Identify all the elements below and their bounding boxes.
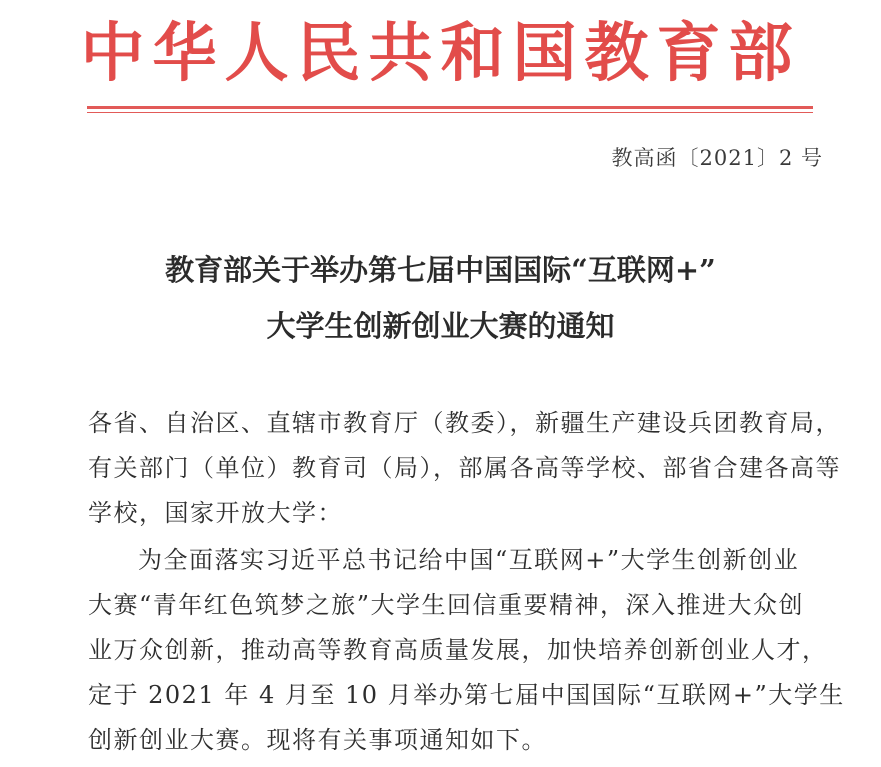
body-line: 定于 2021 年 4 月至 10 月举办第七届中国国际“互联网+”大学生 — [88, 681, 845, 709]
body-line: 大赛“青年红色筑梦之旅”大学生回信重要精神，深入推进大众创 — [88, 591, 805, 619]
document-title-line-1: 教育部关于举办第七届中国国际“互联网+” — [165, 253, 716, 287]
body-line: 业万众创新，推动高等教育高质量发展，加快培养创新创业人才， — [88, 636, 828, 664]
body-line: 为全面落实习近平总书记给中国“互联网+”大学生创新创业 — [138, 546, 800, 574]
document-title-line-2: 大学生创新创业大赛的通知 — [266, 309, 615, 343]
body-line: 创新创业大赛。现将有关事项通知如下。 — [88, 726, 547, 754]
addressee-line: 各省、自治区、直辖市教育厅（教委），新疆生产建设兵团教育局， — [88, 409, 841, 437]
addressee-line: 学校，国家开放大学： — [88, 499, 343, 527]
addressee-line: 有关部门（单位）教育司（局），部属各高等学校、部省合建各高等 — [88, 454, 841, 482]
document-number: 教高函〔2021〕2 号 — [611, 146, 823, 170]
addressee-paragraph — [88, 401, 841, 536]
body-paragraph — [88, 538, 845, 763]
ministry-masthead: 中华人民共和国教育部 — [80, 16, 801, 91]
masthead-rule-thick — [87, 106, 813, 109]
masthead-rule-thin — [87, 112, 813, 113]
